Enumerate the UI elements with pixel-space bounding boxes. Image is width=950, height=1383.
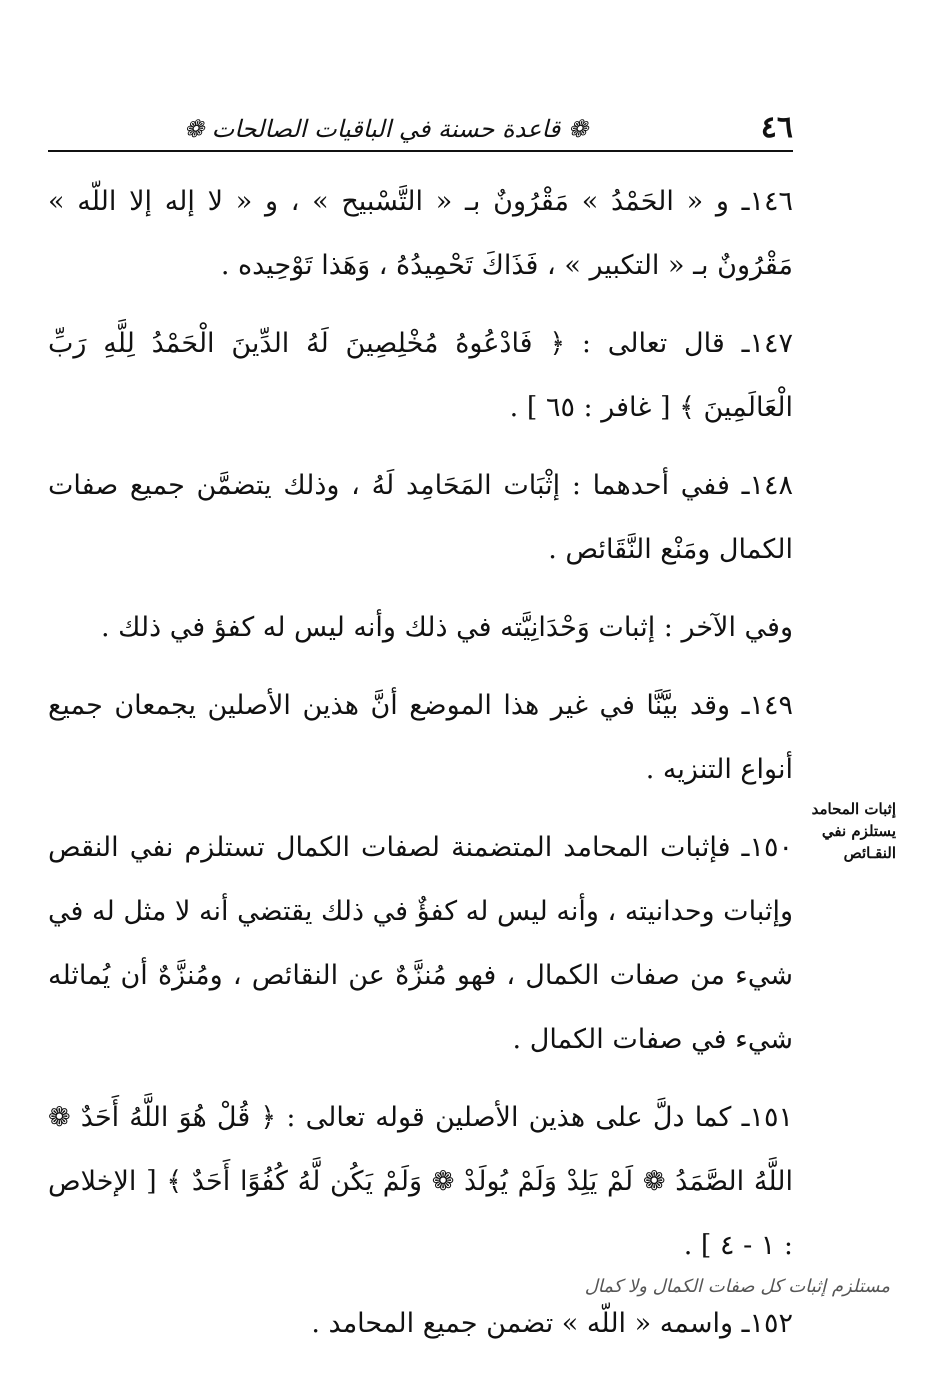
paragraph-146: ١٤٦ـ و « الحَمْدُ » مَقْرُونٌ بـ « التَّسْبيح » ، و « لا إله إلا اللّه » مَقْرُونٌ بـ « التكبير » ، فَذَاكَ تَحْمِيدُهُ ، وَهَذا تَوْحِيده .: [48, 186, 793, 281]
body-text: [48, 170, 793, 1370]
paragraph-150: ١٥٠ـ فإثبات المحامد المتضمنة لصفات الكمال تستلزم نفي النقص وإثبات وحدانيته ، وأنه ليس له كفؤٌ في ذلك يقتضي أنه لا مثل له في شيء من صفات الكمال ، فهو مُنزَّهٌ عن النقائص ، ومُنزَّهٌ أن يُماثله شيء في صفات الكمال .: [48, 832, 793, 1055]
page-number: ٤٦: [760, 110, 793, 145]
paragraph-152: ١٥٢ـ واسمه « اللّه » تضمن جميع المحامد .: [311, 1308, 793, 1339]
paragraph-149: ١٤٩ـ وقد بيَّنَّا في غير هذا الموضع أنَّ هذين الأصلين يجمعان جميع أنواع التنزيه .: [48, 690, 793, 785]
running-title: ❁ قاعدة حسنة في الباقيات الصالحات ❁: [183, 115, 588, 143]
paragraph-151: ١٥١ـ كما دلَّ على هذين الأصلين قوله تعالى : ﴿ قُلْ هُوَ اللَّهُ أَحَدٌ ❁ اللَّهُ الصَّمَدُ ❁ لَمْ يَلِدْ وَلَمْ يُولَدْ ❁ وَلَمْ يَكُن لَّهُ كُفُوًا أَحَدٌ ﴾ [ الإخلاص : ١ - ٤ ] .: [48, 1102, 793, 1261]
header-rule: [48, 150, 793, 152]
paragraph-148: ١٤٨ـ ففي أحدهما : إثْبَات المَحَامِد لَهُ ، وذلك يتضمَّن جميع صفات الكمال ومَنْع النَّقَائص .: [48, 470, 793, 565]
paragraph-147: ١٤٧ـ قال تعالى : ﴿ فَادْعُوهُ مُخْلِصِينَ لَهُ الدِّينَ الْحَمْدُ لِلَّهِ رَبِّ الْعَالَمِينَ ﴾ [ غافر : ٦٥ ] .: [48, 328, 793, 423]
paragraph-148-continued: وفي الآخر : إثبات وَحْدَانِيَّته في ذلك وأنه ليس له كفؤ في ذلك .: [100, 612, 793, 643]
page-header: [48, 108, 793, 150]
margin-note: إثبات المحامد يستلزم نفي النقـائص: [811, 800, 896, 862]
handwritten-annotation: مستلزم إثبات كل صفات الكمال ولا كمال: [584, 1276, 890, 1297]
